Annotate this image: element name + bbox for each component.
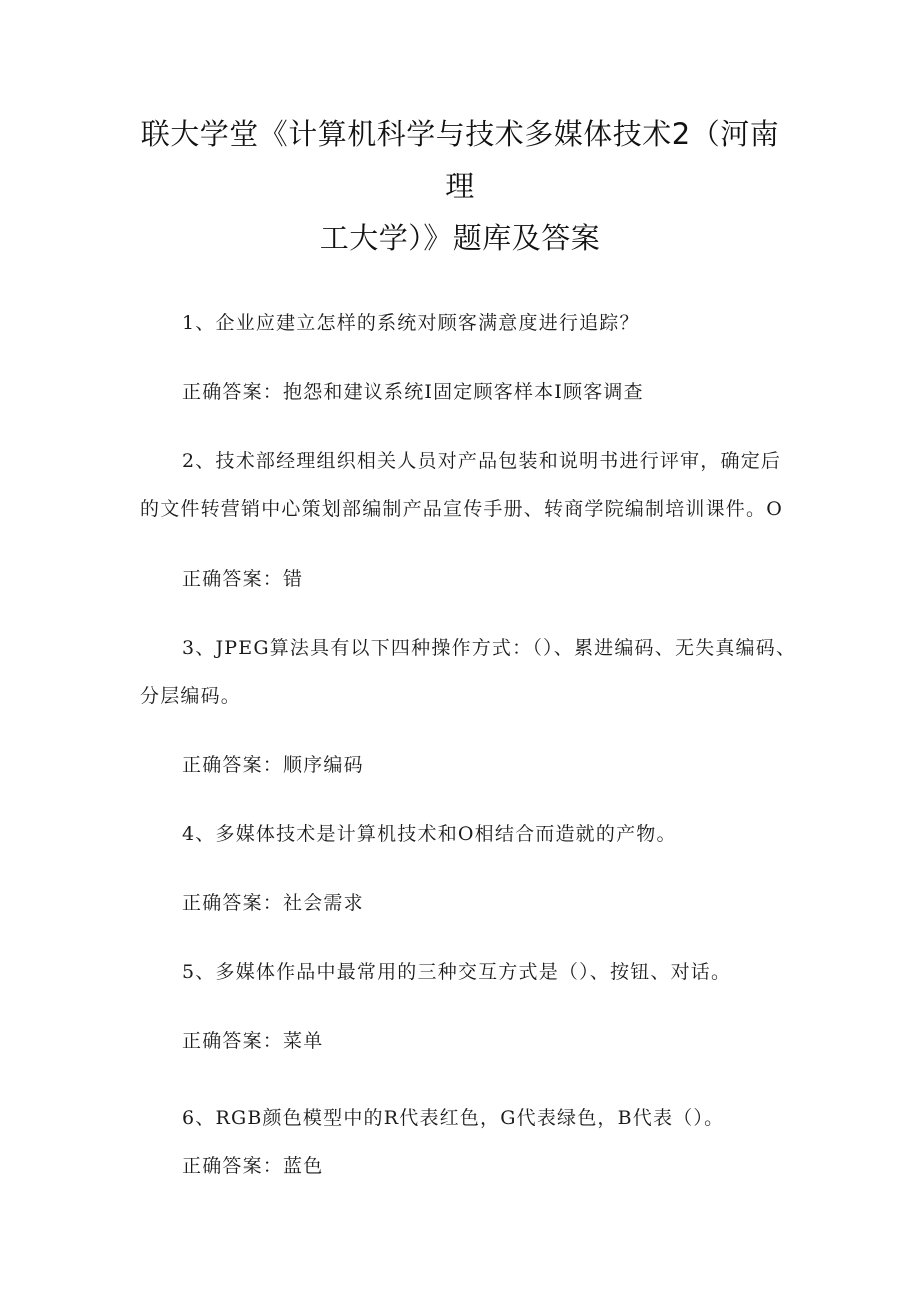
answer-2: 正确答案：错 (182, 568, 304, 590)
question-6: 6、RGB颜色模型中的R代表红色，G代表绿色，B代表（）。 (182, 1107, 725, 1129)
question-3-line-2: 分层编码。 (140, 685, 242, 707)
question-1: 1、企业应建立怎样的系统对顾客满意度进行追踪？ (182, 312, 640, 334)
title-line-2: 工大学）》题库及答案 (319, 221, 601, 255)
document-title (140, 108, 780, 264)
answer-5: 正确答案：菜单 (182, 1030, 324, 1052)
question-5: 5、多媒体作品中最常用的三种交互方式是（）、按钮、对话。 (182, 961, 732, 983)
answer-4: 正确答案：社会需求 (182, 892, 364, 914)
title-line-1: 联大学堂《计算机科学与技术多媒体技术2（河南理 (140, 117, 780, 203)
question-3-line-1: 3、JPEG算法具有以下四种操作方式：（）、累进编码、无失真编码、 (182, 637, 797, 659)
answer-6: 正确答案：蓝色 (182, 1155, 324, 1177)
question-2-line-1: 2、技术部经理组织相关人员对产品包装和说明书进行评审，确定后 (182, 450, 782, 472)
answer-3: 正确答案：顺序编码 (182, 754, 364, 776)
answer-1: 正确答案：抱怨和建议系统I固定顾客样本I顾客调查 (182, 381, 644, 403)
question-4: 4、多媒体技术是计算机技术和O相结合而造就的产物。 (182, 823, 677, 845)
question-2-line-2: 的文件转营销中心策划部编制产品宣传手册、转商学院编制培训课件。O (140, 498, 783, 520)
